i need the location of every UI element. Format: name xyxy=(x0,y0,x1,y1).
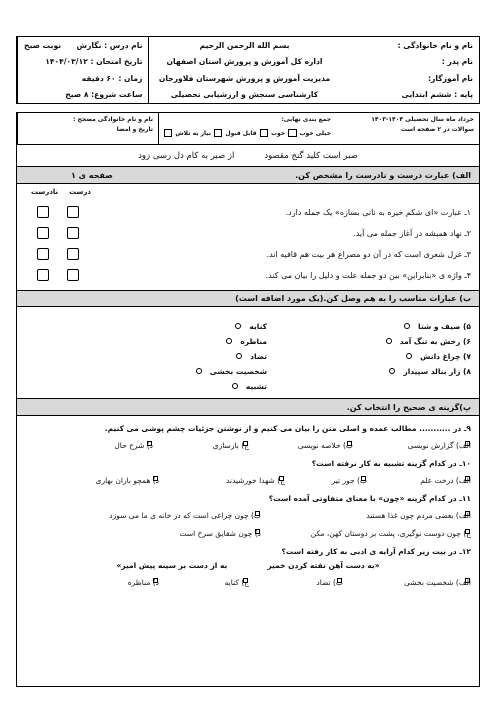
option-checkbox[interactable] xyxy=(153,578,158,583)
col-true: درست xyxy=(69,188,91,196)
option-text: ب) تضاد xyxy=(316,578,343,587)
match-right-item xyxy=(196,321,267,331)
motto-part2: از صبر به کام دل رسی زود xyxy=(138,150,235,161)
match-left-item xyxy=(386,336,471,346)
option-checkbox[interactable] xyxy=(465,529,470,534)
match-right-item xyxy=(196,366,267,376)
student-name-label: نام و نام خانوادگی : xyxy=(397,41,473,50)
true-checkbox[interactable] xyxy=(67,269,79,281)
match-left-text: ۷) چراغ دانش xyxy=(420,351,471,361)
corrector-info xyxy=(17,113,158,144)
grade-acceptable: قابل قبول xyxy=(225,129,257,137)
total-label: جمع بندی نهایی: xyxy=(281,116,332,123)
match-right-item xyxy=(196,381,267,391)
grade-checkbox[interactable] xyxy=(288,129,296,137)
match-left-item xyxy=(386,351,471,361)
option-checkbox[interactable] xyxy=(361,476,366,481)
tf-item xyxy=(25,248,471,264)
grade-checkbox[interactable] xyxy=(214,129,222,137)
grade-checkbox[interactable] xyxy=(164,129,172,137)
match-left-text: ۵) صیف و شتا xyxy=(418,321,471,331)
question-12: ۱۲ـ در بیت زیر کدام آرایه ی ادبی به کار رفته است؟ xyxy=(281,547,471,556)
option-text: الف) بعضی مردم چون غذا هستند xyxy=(366,511,471,520)
match-dot[interactable] xyxy=(232,383,238,389)
corrector-sign: تاریخ و امضا xyxy=(116,126,154,133)
match-dot[interactable] xyxy=(389,368,395,374)
false-checkbox[interactable] xyxy=(37,206,49,218)
matching-right-column xyxy=(196,321,267,391)
match-dot[interactable] xyxy=(386,338,392,344)
option-text: ج) کنایه xyxy=(224,578,249,587)
question-10-options xyxy=(25,468,471,486)
option-checkbox[interactable] xyxy=(243,578,248,583)
match-dot[interactable] xyxy=(406,353,412,359)
office-info xyxy=(148,37,339,103)
option-checkbox[interactable] xyxy=(347,441,352,446)
department: اداره کل آموزش و پرورش استان اصفهان xyxy=(166,57,323,67)
false-checkbox[interactable] xyxy=(37,269,49,281)
grade-options xyxy=(164,129,331,137)
grade-needs-effort: نیاز به تلاش xyxy=(175,129,211,137)
true-checkbox[interactable] xyxy=(67,206,79,218)
match-dot[interactable] xyxy=(226,338,232,344)
tf-statement: ۲ـ نهاد همیشه در آغاز جمله می آید. xyxy=(353,229,471,238)
match-left-item xyxy=(386,366,471,376)
pages-note: سوالات در ۲ صفحه است xyxy=(400,126,474,133)
option-text: ب) خلاصه نویسی xyxy=(297,441,353,450)
option-text: ج) بازسازی xyxy=(212,441,249,450)
option-text: الف) درخت علم xyxy=(420,476,471,485)
exam-header xyxy=(16,36,480,104)
section-b-title: ب) عبارات مناسب را به هم وصل کن.(یک مورد اضافه است) xyxy=(235,294,471,303)
option-text: الف) گزارش نویسی xyxy=(407,441,471,450)
office: کارشناسی سنجش و ارزشیابی تحصیلی xyxy=(170,89,319,99)
session-info xyxy=(336,113,479,144)
start-time: ساعت شروع: ۸ صبح xyxy=(65,89,143,99)
option-text: الف) شخصیت بخشی xyxy=(404,578,471,587)
true-checkbox[interactable] xyxy=(67,248,79,260)
exam-body xyxy=(16,112,480,687)
match-dot[interactable] xyxy=(404,323,410,329)
motto-part1: صبر است کلید گنج مقصود xyxy=(264,150,358,161)
option-checkbox[interactable] xyxy=(279,476,284,481)
grade-checkbox[interactable] xyxy=(260,129,268,137)
col-false: نادرست xyxy=(31,188,59,196)
option-checkbox[interactable] xyxy=(465,578,470,583)
question-11-options-row2 xyxy=(25,521,471,539)
option-text: ج) شهدا خورشیدند xyxy=(226,476,285,485)
exam-info xyxy=(17,37,148,103)
match-right-text: مناظره xyxy=(240,336,267,346)
corrector-name: نام و نام خانوادگی مصحح : xyxy=(73,116,154,123)
option-checkbox[interactable] xyxy=(337,578,342,583)
section-a-title: الف) عبارت درست و نادرست را مشخص کن. xyxy=(295,170,471,180)
exam-date: تاریخ امتحان : ۱۴۰۴/۰۳/۱۲ xyxy=(45,57,143,67)
option-checkbox[interactable] xyxy=(243,441,248,446)
false-checkbox[interactable] xyxy=(37,227,49,239)
basmala: بسم الله الرحمن الرحیم xyxy=(199,41,290,50)
match-right-text: تضاد xyxy=(250,351,267,361)
grade-label: پایه : ششم ابتدایی xyxy=(401,89,473,99)
option-checkbox[interactable] xyxy=(465,476,470,481)
teacher-label: نام آموزگار: xyxy=(427,73,473,83)
option-text: د) مناظره xyxy=(127,578,159,587)
match-right-item xyxy=(196,351,267,361)
match-left-item xyxy=(386,321,471,331)
grade-very-good: خیلی خوب xyxy=(299,129,332,137)
match-dot[interactable] xyxy=(196,368,202,374)
false-checkbox[interactable] xyxy=(37,248,49,260)
page-number: صفحه ی ۱ xyxy=(71,170,113,180)
option-text: د) چون شقایق سرخ است xyxy=(179,529,261,538)
section-c-title: پ)گزینه ی صحیح را انتخاب کن. xyxy=(346,402,471,412)
match-right-text: شخصیت بخشی xyxy=(209,366,267,376)
option-text: د) شرح حال xyxy=(114,441,153,450)
tf-item xyxy=(25,269,471,285)
option-checkbox[interactable] xyxy=(153,476,158,481)
option-text: ب) جور تیر xyxy=(331,476,367,485)
option-checkbox[interactable] xyxy=(465,441,470,446)
match-dot[interactable] xyxy=(235,323,241,329)
section-c-header xyxy=(17,399,479,416)
motto xyxy=(17,145,479,167)
question-9: ۹ـ در ........... مطالب عمده و اصلی متن را بیان می کنیم و از نوشتن جزئیات چشم پوشی می کنیم. xyxy=(104,424,471,433)
option-text: ب) چون چراغی است که در خانه ی ما می سوزد xyxy=(109,511,261,520)
duration: زمان : ۶۰ دقیقه xyxy=(81,73,143,83)
match-right-item xyxy=(196,336,267,346)
question-12-verse xyxy=(25,561,471,570)
question-11: ۱۱ـ در کدام گزینه «چون» با معنای متفاوتی آمده است؟ xyxy=(268,494,471,503)
verse-line-2: به از دست بر سینه پیش امیر» xyxy=(116,561,228,570)
tf-column-headers xyxy=(31,188,91,196)
question-9-options xyxy=(25,433,471,451)
district: مدیریت آموزش و پرورش شهرستان فلاورجان xyxy=(158,73,331,83)
tf-item xyxy=(25,206,471,222)
tf-statement: ۴ـ واژه ی «بنابراین» بین دو جمله علت و دلیل را بیان می کند. xyxy=(265,271,471,280)
tf-statement: ۱ـ عبارت «ای شکم خیره به نانی بسازه» یک جمله دارد. xyxy=(285,208,471,217)
student-info xyxy=(340,37,479,103)
option-checkbox[interactable] xyxy=(465,511,470,516)
matching-left-column xyxy=(386,321,471,376)
true-false-section xyxy=(17,184,479,290)
match-right-text: تشبیه xyxy=(245,381,267,391)
section-b-header xyxy=(17,290,479,307)
match-right-text: کنایه xyxy=(249,321,267,331)
option-checkbox[interactable] xyxy=(255,529,260,534)
option-text: ج) چون دوست نوگیری، پشت بر دوستان کهن، مکن xyxy=(310,529,471,538)
father-name-label: نام پدر : xyxy=(441,57,473,67)
match-left-text: ۶) رخش به تنگ آمد xyxy=(399,336,471,346)
grade-good: خوب xyxy=(271,129,286,137)
tf-item xyxy=(25,227,471,243)
verse-line-1: «به دست آهن تفته کردن خمیر xyxy=(267,561,380,570)
tf-statement: ۳ـ غزل شعری است که در آن دو مصراع هر بیت هم قافیه اند. xyxy=(266,250,471,259)
multiple-choice-section xyxy=(17,424,479,588)
question-10: ۱۰ـ در کدام گزینه تشبیه به کار نرفته است؟ xyxy=(311,459,471,468)
match-dot[interactable] xyxy=(236,353,242,359)
match-left-text: ۸) زار بنالد سپیدار xyxy=(403,366,471,376)
subject: نام درس : نگارش xyxy=(76,41,143,50)
option-checkbox[interactable] xyxy=(255,511,260,516)
section-a-header xyxy=(17,167,479,184)
shift: نوبت صبح xyxy=(24,41,62,50)
question-11-options-row1 xyxy=(25,503,471,521)
question-12-options xyxy=(25,570,471,588)
option-text: د) همچو باران بهاری xyxy=(95,476,159,485)
session: خرداد ماه سال تحصیلی ۱۴۰۴-۱۴۰۳ xyxy=(371,116,474,123)
final-grade xyxy=(158,113,336,144)
subject-row xyxy=(24,41,142,50)
true-checkbox[interactable] xyxy=(67,227,79,239)
matching-section xyxy=(17,307,479,399)
exam-top-row xyxy=(17,113,479,145)
option-checkbox[interactable] xyxy=(147,441,152,446)
